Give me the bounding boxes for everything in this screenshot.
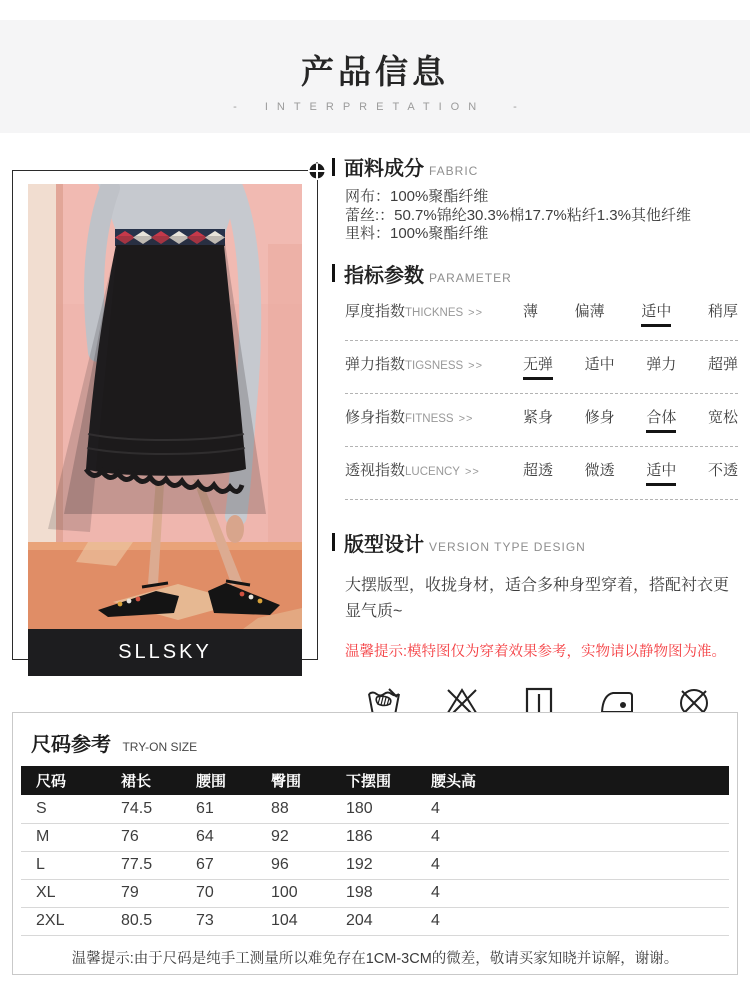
- fabric-line: 网布：100%聚酯纤维: [345, 188, 489, 205]
- param-label: 厚度指数THICKNES >>: [345, 302, 484, 320]
- param-option: 稍厚: [707, 302, 738, 320]
- registration-mark-icon: [308, 162, 326, 180]
- param-option: 弹力: [646, 355, 677, 373]
- header-band: [0, 20, 750, 133]
- product-details: [332, 152, 738, 748]
- param-options: [513, 353, 738, 380]
- subtitle-left-dash: -: [233, 101, 237, 113]
- column-header: 腰头高: [416, 766, 729, 795]
- column-header: 尺码: [21, 766, 106, 795]
- param-options: [513, 300, 738, 327]
- chevron-right-icon: >>: [468, 359, 484, 372]
- param-option: 偏薄: [574, 302, 605, 320]
- param-option: 合体: [646, 406, 676, 433]
- size-title-cn: 尺码参考: [31, 734, 111, 756]
- size-chart-title: [13, 713, 737, 757]
- chevron-right-icon: >>: [468, 306, 484, 319]
- param-option: 超透: [523, 461, 554, 479]
- table-row: S 74.5 61 88 180 4: [21, 795, 729, 823]
- fabric-section-title: [332, 152, 738, 181]
- column-header: 裙长: [106, 766, 181, 795]
- version-section-title: [332, 528, 738, 557]
- fabric-title-en: FABRIC: [429, 164, 479, 178]
- param-option: 修身: [584, 408, 615, 426]
- fabric-lines: [345, 188, 738, 244]
- product-photo: [28, 184, 302, 629]
- fabric-title-cn: 面料成分: [344, 158, 424, 180]
- param-row-thickness: [345, 288, 738, 341]
- param-option: 微透: [584, 461, 615, 479]
- fabric-line: 蕾丝:：50.7%锦纶30.3%棉17.7%粘纤1.3%其他纤维: [345, 206, 691, 224]
- size-measure-note: 温馨提示:由于尺码是纯手工测量所以难免存在1CM-3CM的微差，敬请买家知晓并谅解，谢谢。: [71, 950, 679, 967]
- brand-label: SLLSKY: [28, 629, 302, 676]
- model-photo-warning: 温馨提示:模特图仅为穿着效果参考，实物请以静物图为准。: [345, 643, 727, 660]
- parameter-rows: [345, 288, 738, 500]
- page-subtitle: [0, 101, 750, 113]
- subtitle-text: INTERPRETATION: [264, 101, 486, 113]
- section-bar: [332, 158, 335, 176]
- param-label: 修身指数FITNESS >>: [345, 408, 474, 426]
- param-option: 宽松: [707, 408, 738, 426]
- param-row-fitness: [345, 394, 738, 447]
- version-section: [332, 528, 738, 661]
- param-option: 适中: [641, 300, 671, 327]
- table-row: L 77.5 67 96 192 4: [21, 851, 729, 879]
- section-bar: [332, 264, 335, 282]
- param-options: [513, 459, 738, 486]
- table-row: M 76 64 92 186 4: [21, 823, 729, 851]
- section-bar: [332, 533, 335, 551]
- parameter-section-title: [332, 259, 738, 288]
- parameter-title-cn: 指标参数: [344, 264, 424, 287]
- size-title-en: TRY-ON SIZE: [122, 740, 198, 754]
- param-options: [513, 406, 738, 433]
- parameter-title-en: PARAMETER: [429, 270, 512, 285]
- table-row: 2XL 80.5 73 104 204 4: [21, 907, 729, 935]
- size-table: [21, 766, 729, 936]
- param-option: 不透: [707, 461, 738, 479]
- chevron-right-icon: >>: [458, 412, 474, 425]
- param-option: 超弹: [707, 355, 738, 373]
- subtitle-right-dash: -: [513, 101, 517, 113]
- version-title-cn: 版型设计: [344, 533, 424, 556]
- parameter-section: [332, 259, 738, 500]
- table-row: XL 79 70 100 198 4: [21, 879, 729, 907]
- param-row-lucency: [345, 447, 738, 500]
- version-title-en: VERSION TYPE DESIGN: [429, 539, 586, 554]
- chevron-right-icon: >>: [464, 465, 480, 478]
- column-header: 腰围: [181, 766, 256, 795]
- param-label: 透视指数LUCENCY >>: [345, 461, 480, 479]
- version-description: 大摆版型，收拢身材，适合多种身型穿着，搭配衬衣更显气质~: [345, 576, 730, 620]
- param-option: 无弹: [523, 353, 553, 380]
- fabric-line: 里料：100%聚酯纤维: [345, 225, 489, 242]
- size-chart-section: [12, 712, 738, 975]
- param-row-elasticity: [345, 341, 738, 394]
- column-header: 臀围: [256, 766, 331, 795]
- param-option: 适中: [584, 355, 615, 373]
- column-header: 下摆围: [331, 766, 416, 795]
- param-option: 薄: [523, 302, 539, 320]
- param-option: 适中: [646, 459, 676, 486]
- size-table-header-row: [21, 766, 729, 795]
- page-title: 产品信息: [301, 53, 449, 90]
- product-photo-frame: [12, 170, 318, 663]
- param-option: 紧身: [523, 408, 554, 426]
- param-label: 弹力指数TIGSNESS >>: [345, 355, 484, 373]
